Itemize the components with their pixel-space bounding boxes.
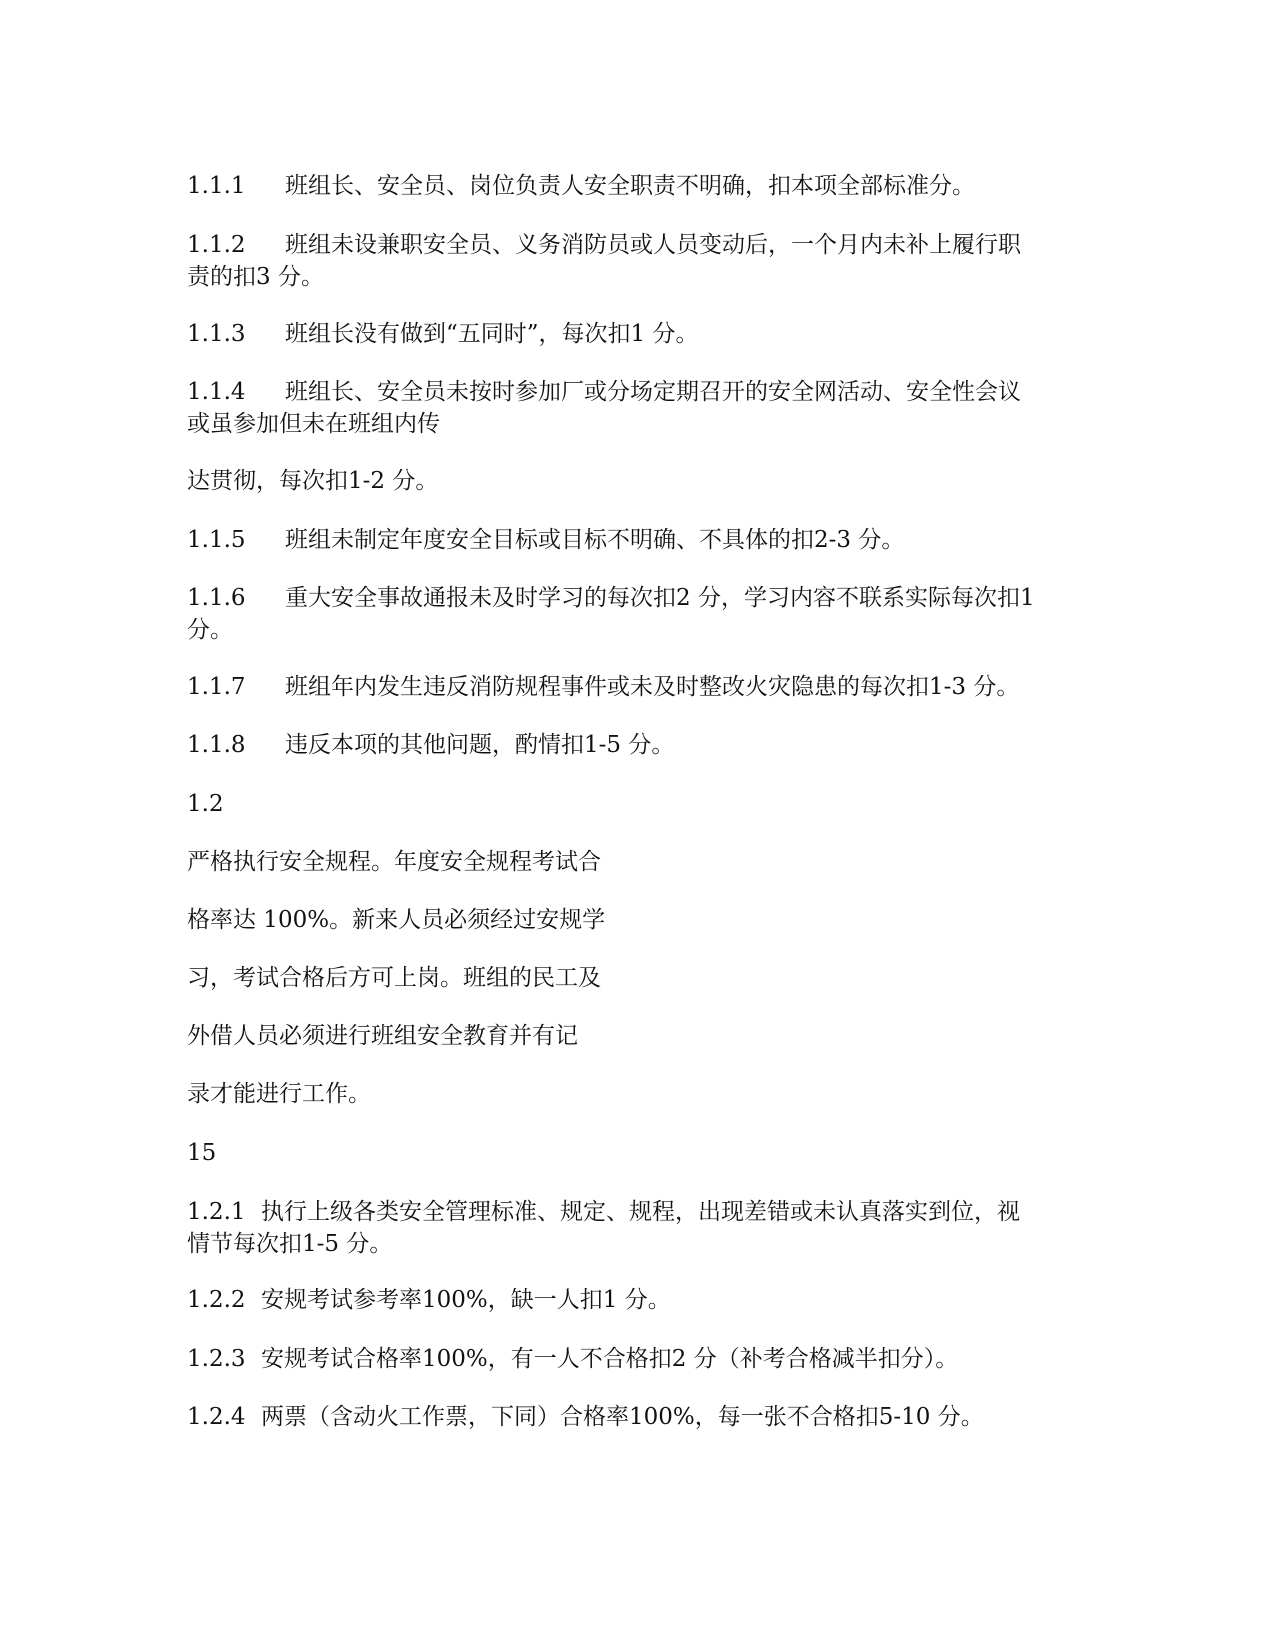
clause-1-1-3 <box>187 318 1087 350</box>
clause-text: 班组长、安全员、岗位负责人安全职责不明确，扣本项全部标准分。 <box>285 173 975 199</box>
section-text-line: 外借人员必须进行班组安全教育并有记 <box>187 1023 578 1049</box>
section-text-line: 录才能进行工作。 <box>187 1081 371 1107</box>
section-text-line: 严格执行安全规程。年度安全规程考试合 <box>187 849 601 875</box>
clause-text-continued: 情节每次扣1-5 分。 <box>187 1231 393 1257</box>
clause-1-1-6 <box>187 582 1087 646</box>
clause-number: 1.1.1 <box>187 173 246 199</box>
clause-text: 安规考试合格率100%，有一人不合格扣2 分（补考合格减半扣分）。 <box>261 1346 959 1372</box>
clause-number: 1.1.8 <box>187 732 246 758</box>
clause-number: 1.2.3 <box>187 1346 246 1372</box>
clause-1-1-4 <box>187 376 1087 440</box>
clause-number: 1.1.3 <box>187 321 246 347</box>
clause-1-1-8 <box>187 729 1087 761</box>
clause-number: 1.2.2 <box>187 1287 246 1313</box>
clause-text: 两票（含动火工作票，下同）合格率100%，每一张不合格扣5-10 分。 <box>261 1404 984 1430</box>
clause-number: 1.1.4 <box>187 379 246 405</box>
clause-1-2-1 <box>187 1196 1087 1260</box>
clause-text: 班组年内发生违反消防规程事件或未及时整改火灾隐患的每次扣1-3 分。 <box>285 674 1020 700</box>
clause-1-1-2 <box>187 229 1087 293</box>
clause-1-2-4 <box>187 1401 1087 1433</box>
clause-text-continued: 或虽参加但未在班组内传 <box>187 411 440 437</box>
clause-text-continued: 责的扣3 分。 <box>187 264 324 290</box>
clause-number: 1.2.4 <box>187 1404 246 1430</box>
clause-text: 班组未制定年度安全目标或目标不明确、不具体的扣2-3 分。 <box>285 527 905 553</box>
clause-1-1-1 <box>187 170 1087 202</box>
clause-text: 执行上级各类安全管理标准、规定、规程，出现差错或未认真落实到位，视 <box>261 1199 1020 1225</box>
clause-1-2-2 <box>187 1284 1087 1316</box>
section-text-line: 格率达 100%。新来人员必须经过安规学 <box>187 907 606 933</box>
clause-number: 1.1.2 <box>187 232 246 258</box>
clause-1-2-3 <box>187 1343 1087 1375</box>
clause-number: 1.2.1 <box>187 1199 246 1225</box>
clause-text-continued: 分。 <box>187 617 233 643</box>
clause-text: 班组未设兼职安全员、义务消防员或人员变动后，一个月内未补上履行职 <box>285 232 1021 258</box>
section-text-line: 习，考试合格后方可上岗。班组的民工及 <box>187 965 601 991</box>
clause-number: 1.1.5 <box>187 527 246 553</box>
clause-text: 违反本项的其他问题，酌情扣1-5 分。 <box>285 732 675 758</box>
clause-1-1-7 <box>187 671 1087 703</box>
clause-1-1-4-continuation: 达贯彻，每次扣1-2 分。 <box>187 468 439 494</box>
clause-number: 1.1.7 <box>187 674 246 700</box>
section-number: 1.2 <box>187 791 224 817</box>
clause-1-1-5 <box>187 524 1087 556</box>
clause-number: 1.1.6 <box>187 585 246 611</box>
clause-text: 重大安全事故通报未及时学习的每次扣2 分，学习内容不联系实际每次扣1 <box>285 585 1035 611</box>
clause-text: 安规考试参考率100%，缺一人扣1 分。 <box>261 1287 671 1313</box>
clause-text: 班组长没有做到“五同时”，每次扣1 分。 <box>285 321 699 347</box>
clause-text: 班组长、安全员未按时参加厂或分场定期召开的安全网活动、安全性会议 <box>285 379 1021 405</box>
section-score: 15 <box>187 1140 217 1166</box>
